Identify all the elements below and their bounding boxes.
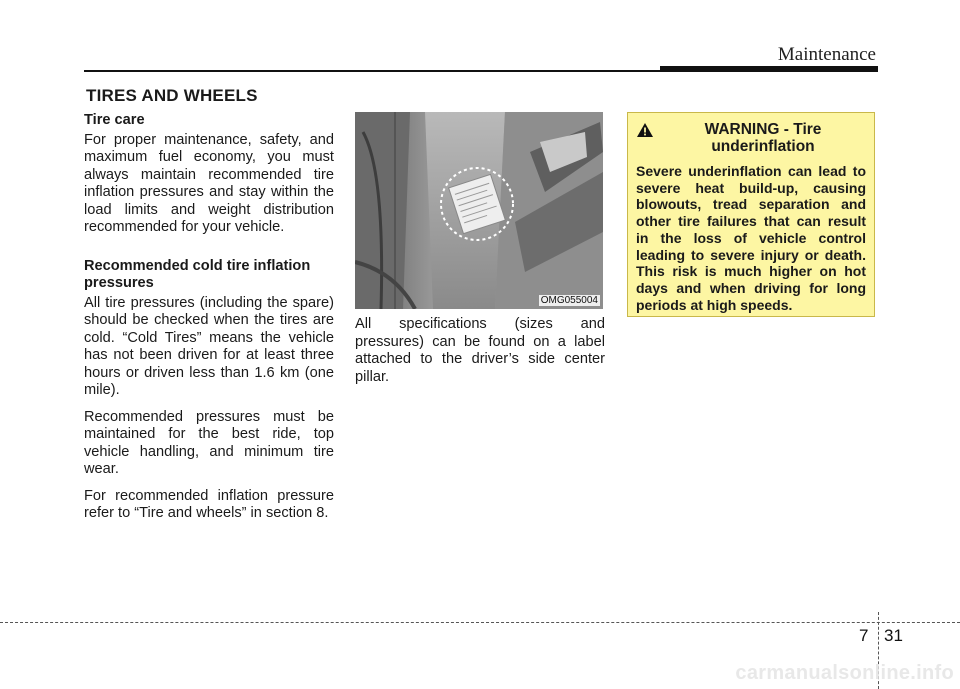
- warning-title-row: [636, 121, 866, 155]
- watermark: carmanualsonline.info: [735, 662, 954, 684]
- tire-care-heading: Tire care: [84, 112, 145, 128]
- warning-box: [627, 112, 875, 317]
- cold-inflation-text-2: Recommended pressures must be maintained for the best ride, top vehicle handling, and minimum tire wear.: [84, 408, 334, 477]
- page-number: 31: [884, 626, 903, 645]
- column-middle: [355, 316, 605, 395]
- warning-body: Severe underinflation can lead to severe heat build-up, causing blowouts, tread separation and other tire failures that can result in the loss of vehicle control leading to severe injury or death. This risk is much higher on hot days and when driving for long periods at high speeds.: [636, 163, 866, 313]
- header-rule: [84, 70, 660, 72]
- column-left: [84, 112, 334, 532]
- header-rule-accent: [660, 66, 878, 72]
- page-header-title: Maintenance: [777, 44, 876, 65]
- cold-inflation-text-3: For recommended inflation pressure refer to “Tire and wheels” in section 8.: [84, 487, 334, 521]
- cold-inflation-heading: Recommended cold tire inflation pressures: [84, 257, 311, 291]
- cold-inflation-text-1: All tire pressures (including the spare) should be checked when the tires are cold. “Cold Tires” means the vehicle has not been driven for at least three hours or driven less than 1.6 km (one mile).: [84, 294, 334, 398]
- door-pillar-photo: [355, 112, 603, 309]
- warning-title: WARNING - Tire underinflation: [704, 121, 822, 155]
- warning-triangle-icon: [636, 122, 654, 138]
- door-pillar-illustration: [355, 112, 603, 309]
- image-code: OMG055004: [540, 295, 598, 306]
- spec-label-text: All specifications (sizes and pressures) can be found on a label attached to the driver’s side center pillar.: [355, 316, 605, 385]
- section-heading: TIRES AND WHEELS: [86, 86, 258, 105]
- chapter-number: 7: [859, 626, 869, 645]
- tire-care-text: For proper maintenance, safety, and maximum fuel economy, you must always maintain recommended tire inflation pressures and stay within the load limits and weight distribution recommended for your vehicle.: [84, 131, 334, 235]
- footer-rule: [0, 622, 960, 623]
